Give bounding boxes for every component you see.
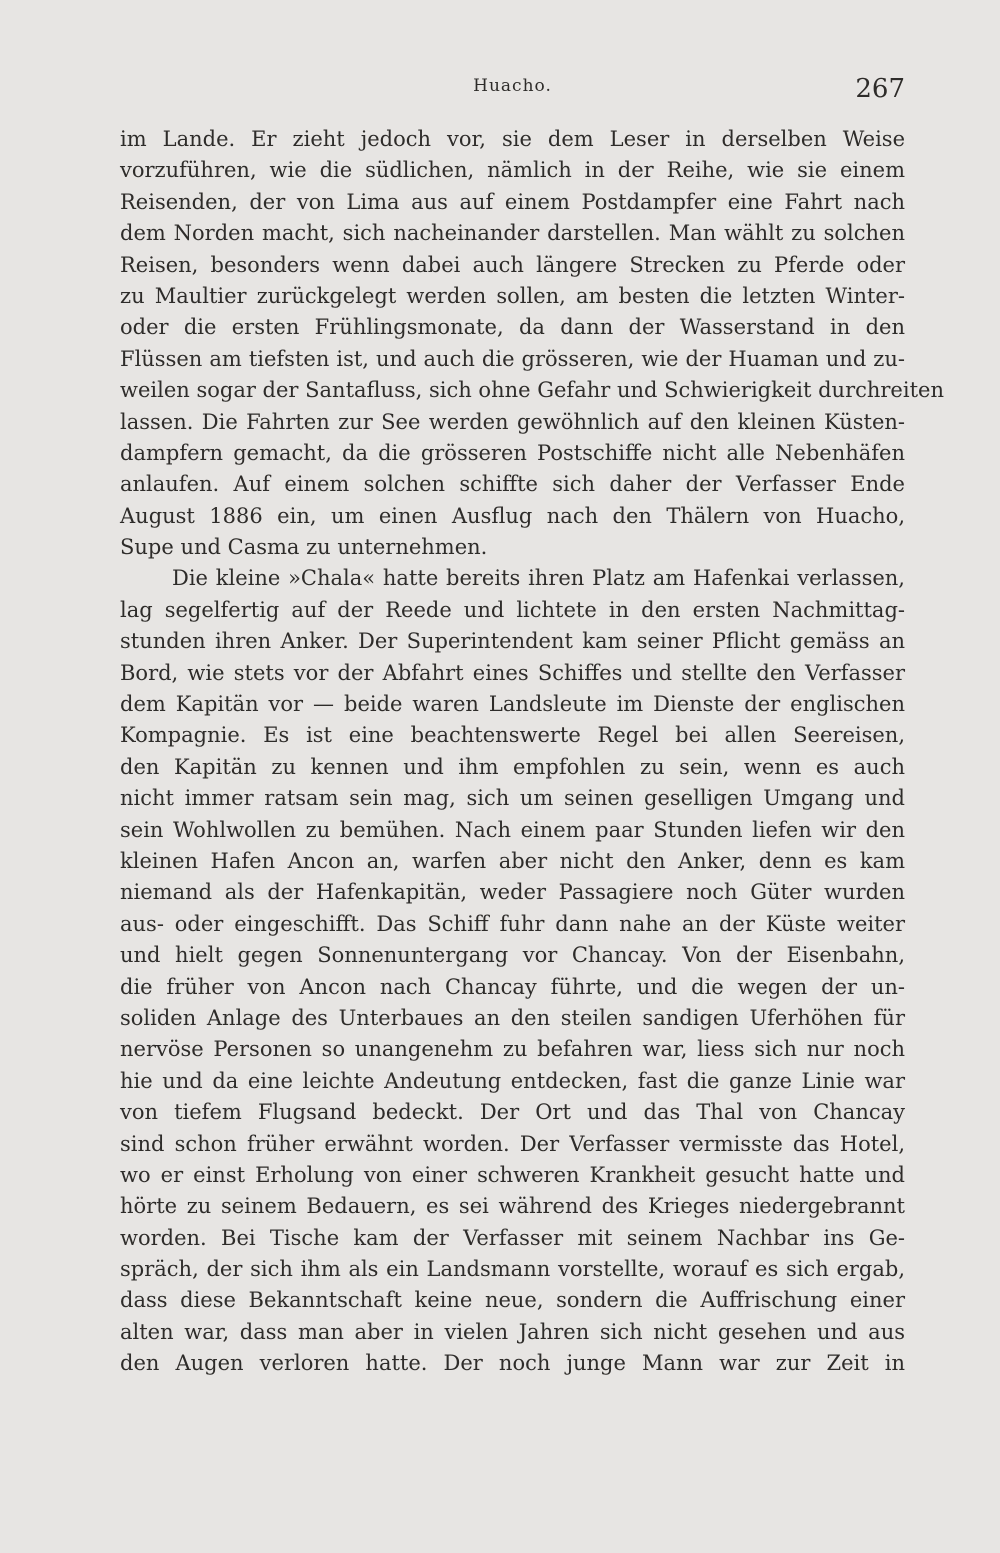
text-line: den Kapitän zu kennen und ihm empfohlen zu sein, wenn es auch xyxy=(120,754,905,779)
text-line: von tiefem Flugsand bedeckt. Der Ort und das Thal von Chancay xyxy=(120,1100,905,1125)
text-line: Flüssen am tiefsten ist, und auch die grösseren, wie der Huaman und zu- xyxy=(120,346,905,371)
body-text xyxy=(120,124,944,1380)
text-line: anlaufen. Auf einem solchen schiffte sich daher der Verfasser Ende xyxy=(120,472,905,497)
text-line: lag segelfertig auf der Reede und lichtete in den ersten Nachmittag- xyxy=(120,597,905,622)
running-title: Huacho. xyxy=(473,76,552,96)
text-line: nicht immer ratsam sein mag, sich um seinen geselligen Umgang und xyxy=(120,786,905,811)
running-head xyxy=(120,74,905,114)
text-line: und hielt gegen Sonnenuntergang vor Chancay. Von der Eisenbahn, xyxy=(120,943,905,968)
text-line: dem Norden macht, sich nacheinander darstellen. Man wählt zu solchen xyxy=(120,221,905,246)
text-line: kleinen Hafen Ancon an, warfen aber nicht den Anker, denn es kam xyxy=(120,848,905,873)
text-line: sein Wohlwollen zu bemühen. Nach einem paar Stunden liefen wir den xyxy=(120,817,905,842)
text-line: sind schon früher erwähnt worden. Der Verfasser vermisste das Hotel, xyxy=(120,1131,905,1156)
text-line: hie und da eine leichte Andeutung entdecken, fast die ganze Linie war xyxy=(120,1068,905,1093)
text-line: Bord, wie stets vor der Abfahrt eines Schiffes und stellte den Verfasser xyxy=(120,660,905,685)
text-line: wo er einst Erholung von einer schweren Krankheit gesucht hatte und xyxy=(120,1162,905,1187)
text-line: lassen. Die Fahrten zur See werden gewöhnlich auf den kleinen Küsten- xyxy=(120,409,905,434)
text-line: nervöse Personen so unangenehm zu befahren war, liess sich nur noch xyxy=(120,1037,905,1062)
text-line: den Augen verloren hatte. Der noch junge Mann war zur Zeit in xyxy=(120,1351,905,1376)
text-line: niemand als der Hafenkapitän, weder Passagiere noch Güter wurden xyxy=(120,880,905,905)
text-line: dem Kapitän vor — beide waren Landsleute im Dienste der englischen xyxy=(120,692,905,717)
text-line: alten war, dass man aber in vielen Jahren sich nicht gesehen und aus xyxy=(120,1319,905,1344)
text-line: dass diese Bekanntschaft keine neue, sondern die Auffrischung einer xyxy=(120,1288,905,1313)
paragraph-end-line: Supe und Casma zu unternehmen. xyxy=(120,535,488,560)
text-line: Reisenden, der von Lima aus auf einem Postdampfer eine Fahrt nach xyxy=(120,189,905,214)
text-line: oder die ersten Frühlingsmonate, da dann der Wasserstand in den xyxy=(120,315,905,340)
text-line: soliden Anlage des Unterbaues an den steilen sandigen Uferhöhen für xyxy=(120,1005,905,1030)
text-line: weilen sogar der Santafluss, sich ohne Gefahr und Schwierigkeit durchreiten xyxy=(120,378,944,403)
text-line: hörte zu seinem Bedauern, es sei während des Krieges niedergebrannt xyxy=(120,1194,905,1219)
paragraph-start-line: Die kleine »Chala« hatte bereits ihren Platz am Hafenkai verlassen, xyxy=(172,566,905,591)
text-line: spräch, der sich ihm als ein Landsmann vorstellte, worauf es sich ergab, xyxy=(120,1257,905,1282)
text-line: vorzuführen, wie die südlichen, nämlich in der Reihe, wie sie einem xyxy=(120,158,905,183)
page-number: 267 xyxy=(855,74,905,104)
text-line: aus- oder eingeschifft. Das Schiff fuhr dann nahe an der Küste weiter xyxy=(120,911,905,936)
text-line: zu Maultier zurückgelegt werden sollen, am besten die letzten Winter- xyxy=(120,283,905,308)
text-line: dampfern gemacht, da die grösseren Postschiffe nicht alle Nebenhäfen xyxy=(120,440,905,465)
text-line: im Lande. Er zieht jedoch vor, sie dem Leser in derselben Weise xyxy=(120,127,905,151)
text-line: die früher von Ancon nach Chancay führte, und die wegen der un- xyxy=(120,974,905,999)
text-line: worden. Bei Tische kam der Verfasser mit seinem Nachbar ins Ge- xyxy=(120,1225,905,1250)
text-line: August 1886 ein, um einen Ausflug nach den Thälern von Huacho, xyxy=(120,503,905,528)
text-line: Kompagnie. Es ist eine beachtenswerte Regel bei allen Seereisen, xyxy=(120,723,905,748)
text-line: Reisen, besonders wenn dabei auch längere Strecken zu Pferde oder xyxy=(120,252,905,277)
text-line: stunden ihren Anker. Der Superintendent kam seiner Pflicht gemäss an xyxy=(120,629,905,654)
